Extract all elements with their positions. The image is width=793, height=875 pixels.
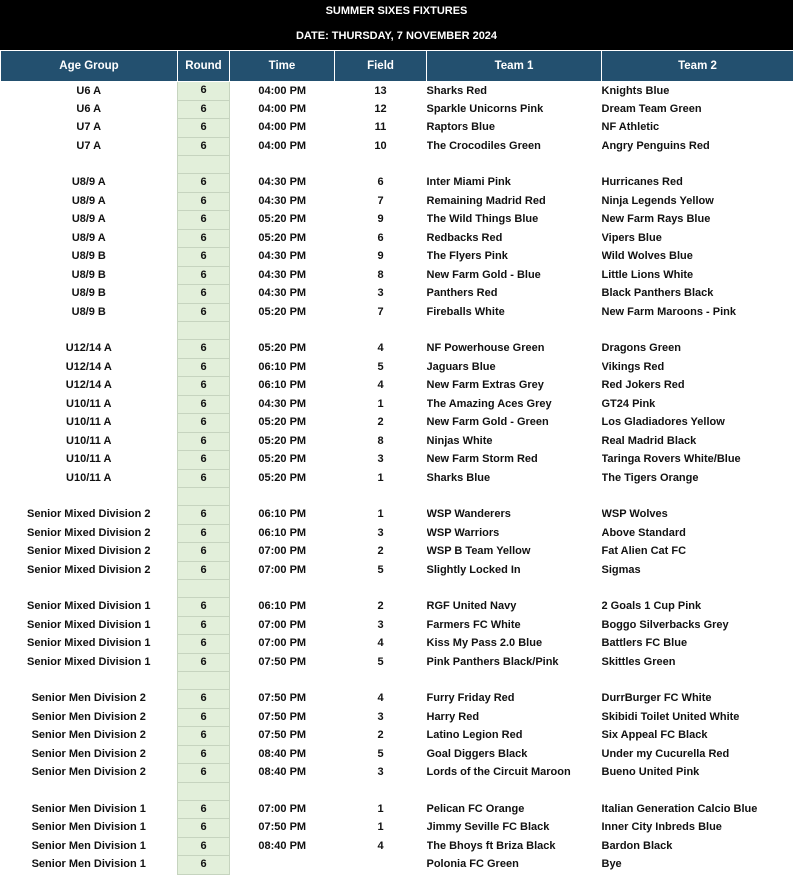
team-2-cell[interactable]: Under my Cucurella Red bbox=[602, 745, 793, 764]
age-group-cell[interactable]: Senior Mixed Division 1 bbox=[1, 653, 178, 672]
age-group-cell[interactable]: Senior Mixed Division 2 bbox=[1, 524, 178, 543]
header-team-1[interactable]: Team 1 bbox=[427, 51, 602, 82]
field-cell[interactable]: 8 bbox=[335, 266, 427, 285]
team-2-cell[interactable]: Ninja Legends Yellow bbox=[602, 192, 793, 211]
field-cell[interactable]: 5 bbox=[335, 745, 427, 764]
time-cell[interactable]: 06:10 PM bbox=[230, 377, 335, 396]
age-group-cell[interactable]: U8/9 A bbox=[1, 174, 178, 193]
age-group-cell[interactable]: U8/9 B bbox=[1, 248, 178, 267]
team-2-cell[interactable]: Los Gladiadores Yellow bbox=[602, 414, 793, 433]
team-2-cell[interactable]: New Farm Maroons - Pink bbox=[602, 303, 793, 322]
round-cell[interactable]: 6 bbox=[178, 800, 230, 819]
age-group-cell[interactable]: Senior Men Division 2 bbox=[1, 745, 178, 764]
round-cell[interactable]: 6 bbox=[178, 174, 230, 193]
time-cell[interactable]: 07:00 PM bbox=[230, 800, 335, 819]
team-1-cell[interactable]: WSP Warriors bbox=[427, 524, 602, 543]
team-1-cell[interactable]: RGF United Navy bbox=[427, 598, 602, 617]
team-1-cell[interactable]: Pelican FC Orange bbox=[427, 800, 602, 819]
team-2-cell[interactable]: NF Athletic bbox=[602, 119, 793, 138]
team-1-cell[interactable]: Slightly Locked In bbox=[427, 561, 602, 580]
time-cell[interactable]: 07:50 PM bbox=[230, 727, 335, 746]
team-2-cell[interactable]: Hurricanes Red bbox=[602, 174, 793, 193]
field-cell[interactable]: 2 bbox=[335, 543, 427, 562]
time-cell[interactable]: 07:50 PM bbox=[230, 819, 335, 838]
field-cell[interactable]: 1 bbox=[335, 506, 427, 525]
team-1-cell[interactable]: Goal Diggers Black bbox=[427, 745, 602, 764]
field-cell[interactable]: 1 bbox=[335, 395, 427, 414]
time-cell[interactable]: 06:10 PM bbox=[230, 598, 335, 617]
team-1-cell[interactable]: Fireballs White bbox=[427, 303, 602, 322]
team-1-cell[interactable]: Kiss My Pass 2.0 Blue bbox=[427, 635, 602, 654]
field-cell[interactable]: 4 bbox=[335, 340, 427, 359]
table-row bbox=[1, 229, 793, 248]
team-1-cell[interactable]: Sharks Blue bbox=[427, 469, 602, 488]
time-cell[interactable]: 07:50 PM bbox=[230, 653, 335, 672]
team-1-cell[interactable]: New Farm Gold - Green bbox=[427, 414, 602, 433]
round-cell[interactable]: 6 bbox=[178, 266, 230, 285]
team-1-cell[interactable]: Furry Friday Red bbox=[427, 690, 602, 709]
table-row bbox=[1, 837, 793, 856]
time-cell[interactable]: 05:20 PM bbox=[230, 303, 335, 322]
team-1-cell[interactable]: The Crocodiles Green bbox=[427, 137, 602, 156]
team-1-cell[interactable]: New Farm Extras Grey bbox=[427, 377, 602, 396]
team-1-cell[interactable]: Raptors Blue bbox=[427, 119, 602, 138]
round-cell[interactable]: 6 bbox=[178, 616, 230, 635]
team-1-cell[interactable]: Harry Red bbox=[427, 708, 602, 727]
round-cell[interactable]: 6 bbox=[178, 524, 230, 543]
round-cell[interactable]: 6 bbox=[178, 837, 230, 856]
round-cell[interactable]: 6 bbox=[178, 506, 230, 525]
table-row bbox=[1, 727, 793, 746]
table-row bbox=[1, 764, 793, 783]
team-2-cell[interactable]: The Tigers Orange bbox=[602, 469, 793, 488]
team-1-cell[interactable]: The Wild Things Blue bbox=[427, 211, 602, 230]
field-cell[interactable]: 7 bbox=[335, 303, 427, 322]
time-cell[interactable]: 05:20 PM bbox=[230, 469, 335, 488]
team-1-cell[interactable]: Latino Legion Red bbox=[427, 727, 602, 746]
team-1-cell[interactable]: Panthers Red bbox=[427, 285, 602, 304]
age-group-cell[interactable]: U12/14 A bbox=[1, 358, 178, 377]
table-row bbox=[1, 635, 793, 654]
team-1-cell[interactable]: Jaguars Blue bbox=[427, 358, 602, 377]
table-row bbox=[1, 524, 793, 543]
team-2-cell[interactable]: Boggo Silverbacks Grey bbox=[602, 616, 793, 635]
header-age-group[interactable]: Age Group bbox=[1, 51, 178, 82]
round-cell[interactable]: 6 bbox=[178, 819, 230, 838]
round-cell[interactable]: 6 bbox=[178, 543, 230, 562]
team-2-cell[interactable]: Little Lions White bbox=[602, 266, 793, 285]
field-cell[interactable]: 9 bbox=[335, 211, 427, 230]
age-group-cell[interactable]: Senior Mixed Division 1 bbox=[1, 635, 178, 654]
field-cell[interactable]: 4 bbox=[335, 690, 427, 709]
age-group-cell[interactable]: U7 A bbox=[1, 137, 178, 156]
time-cell[interactable]: 07:00 PM bbox=[230, 635, 335, 654]
time-cell[interactable]: 07:00 PM bbox=[230, 561, 335, 580]
age-group-cell[interactable]: Senior Mixed Division 2 bbox=[1, 543, 178, 562]
age-group-cell[interactable]: U7 A bbox=[1, 119, 178, 138]
age-group-cell[interactable]: Senior Mixed Division 1 bbox=[1, 598, 178, 617]
team-1-cell[interactable]: The Amazing Aces Grey bbox=[427, 395, 602, 414]
round-cell[interactable]: 6 bbox=[178, 395, 230, 414]
team-2-cell[interactable]: Dream Team Green bbox=[602, 100, 793, 119]
team-1-cell[interactable]: New Farm Storm Red bbox=[427, 451, 602, 470]
time-cell[interactable]: 04:30 PM bbox=[230, 395, 335, 414]
age-group-cell[interactable]: U8/9 A bbox=[1, 211, 178, 230]
team-2-cell[interactable]: Vikings Red bbox=[602, 358, 793, 377]
table-row bbox=[1, 616, 793, 635]
age-group-cell[interactable]: U8/9 B bbox=[1, 266, 178, 285]
age-group-cell[interactable]: Senior Men Division 2 bbox=[1, 708, 178, 727]
team-2-cell[interactable]: Six Appeal FC Black bbox=[602, 727, 793, 746]
table-row bbox=[1, 192, 793, 211]
field-cell[interactable]: 2 bbox=[335, 598, 427, 617]
round-cell[interactable]: 6 bbox=[178, 211, 230, 230]
age-group-cell[interactable]: U12/14 A bbox=[1, 340, 178, 359]
sheet-title: SUMMER SIXES FIXTURES bbox=[0, 0, 793, 22]
field-cell[interactable]: 9 bbox=[335, 248, 427, 267]
team-1-cell[interactable]: Redbacks Red bbox=[427, 229, 602, 248]
spacer-row bbox=[1, 488, 793, 506]
table-row bbox=[1, 745, 793, 764]
age-group-cell[interactable]: Senior Mixed Division 2 bbox=[1, 561, 178, 580]
field-cell[interactable]: 1 bbox=[335, 819, 427, 838]
round-cell[interactable]: 6 bbox=[178, 856, 230, 875]
field-cell[interactable]: 11 bbox=[335, 119, 427, 138]
fixtures-body bbox=[1, 82, 793, 875]
time-cell[interactable]: 07:00 PM bbox=[230, 543, 335, 562]
age-group-cell[interactable]: U6 A bbox=[1, 100, 178, 119]
age-group-cell[interactable]: U8/9 B bbox=[1, 303, 178, 322]
round-cell[interactable]: 6 bbox=[178, 451, 230, 470]
table-row bbox=[1, 82, 793, 101]
table-row bbox=[1, 137, 793, 156]
field-cell[interactable]: 3 bbox=[335, 764, 427, 783]
table-row bbox=[1, 211, 793, 230]
team-2-cell[interactable]: Skittles Green bbox=[602, 653, 793, 672]
time-cell[interactable]: 05:20 PM bbox=[230, 211, 335, 230]
round-cell[interactable]: 6 bbox=[178, 764, 230, 783]
field-cell[interactable]: 8 bbox=[335, 432, 427, 451]
team-1-cell[interactable]: Remaining Madrid Red bbox=[427, 192, 602, 211]
field-cell[interactable]: 4 bbox=[335, 377, 427, 396]
field-cell[interactable]: 3 bbox=[335, 708, 427, 727]
team-2-cell[interactable]: GT24 Pink bbox=[602, 395, 793, 414]
field-cell[interactable]: 5 bbox=[335, 358, 427, 377]
field-cell[interactable]: 5 bbox=[335, 653, 427, 672]
team-2-cell[interactable]: Dragons Green bbox=[602, 340, 793, 359]
header-team-2[interactable]: Team 2 bbox=[602, 51, 793, 82]
table-row bbox=[1, 598, 793, 617]
age-group-cell[interactable]: U10/11 A bbox=[1, 432, 178, 451]
age-group-cell[interactable]: U10/11 A bbox=[1, 414, 178, 433]
table-row bbox=[1, 690, 793, 709]
time-cell[interactable]: 04:30 PM bbox=[230, 266, 335, 285]
round-cell[interactable]: 6 bbox=[178, 285, 230, 304]
header-row bbox=[1, 51, 793, 82]
round-cell[interactable]: 6 bbox=[178, 561, 230, 580]
age-group-cell[interactable]: Senior Men Division 2 bbox=[1, 764, 178, 783]
field-cell[interactable] bbox=[335, 856, 427, 875]
age-group-cell[interactable]: U10/11 A bbox=[1, 451, 178, 470]
time-cell[interactable]: 04:00 PM bbox=[230, 100, 335, 119]
team-2-cell[interactable]: Italian Generation Calcio Blue bbox=[602, 800, 793, 819]
round-cell[interactable]: 6 bbox=[178, 377, 230, 396]
time-cell[interactable]: 05:20 PM bbox=[230, 340, 335, 359]
round-cell[interactable]: 6 bbox=[178, 358, 230, 377]
spacer-row bbox=[1, 782, 793, 800]
age-group-cell[interactable]: Senior Mixed Division 2 bbox=[1, 506, 178, 525]
time-cell[interactable]: 04:00 PM bbox=[230, 82, 335, 101]
table-row bbox=[1, 819, 793, 838]
round-cell[interactable]: 6 bbox=[178, 229, 230, 248]
team-2-cell[interactable]: Bueno United Pink bbox=[602, 764, 793, 783]
round-cell[interactable]: 6 bbox=[178, 192, 230, 211]
time-cell[interactable]: 04:30 PM bbox=[230, 248, 335, 267]
team-1-cell[interactable]: Pink Panthers Black/Pink bbox=[427, 653, 602, 672]
team-2-cell[interactable]: Wild Wolves Blue bbox=[602, 248, 793, 267]
team-2-cell[interactable]: Bardon Black bbox=[602, 837, 793, 856]
time-cell[interactable]: 05:20 PM bbox=[230, 229, 335, 248]
age-group-cell[interactable]: Senior Men Division 1 bbox=[1, 819, 178, 838]
table-row bbox=[1, 800, 793, 819]
time-cell[interactable]: 04:00 PM bbox=[230, 137, 335, 156]
time-cell[interactable]: 07:00 PM bbox=[230, 616, 335, 635]
field-cell[interactable]: 4 bbox=[335, 635, 427, 654]
field-cell[interactable]: 2 bbox=[335, 727, 427, 746]
round-cell[interactable]: 6 bbox=[178, 653, 230, 672]
team-1-cell[interactable]: New Farm Gold - Blue bbox=[427, 266, 602, 285]
field-cell[interactable]: 6 bbox=[335, 174, 427, 193]
team-2-cell[interactable]: Red Jokers Red bbox=[602, 377, 793, 396]
age-group-cell[interactable]: U6 A bbox=[1, 82, 178, 101]
team-1-cell[interactable]: NF Powerhouse Green bbox=[427, 340, 602, 359]
team-2-cell[interactable]: Inner City Inbreds Blue bbox=[602, 819, 793, 838]
team-1-cell[interactable]: Lords of the Circuit Maroon bbox=[427, 764, 602, 783]
time-cell[interactable]: 04:30 PM bbox=[230, 174, 335, 193]
table-row bbox=[1, 469, 793, 488]
time-cell[interactable]: 08:40 PM bbox=[230, 745, 335, 764]
time-cell[interactable]: 05:20 PM bbox=[230, 414, 335, 433]
team-1-cell[interactable]: The Flyers Pink bbox=[427, 248, 602, 267]
round-cell[interactable]: 6 bbox=[178, 727, 230, 746]
team-2-cell[interactable]: Above Standard bbox=[602, 524, 793, 543]
round-cell[interactable]: 6 bbox=[178, 100, 230, 119]
time-cell[interactable]: 08:40 PM bbox=[230, 764, 335, 783]
age-group-cell[interactable]: U8/9 A bbox=[1, 229, 178, 248]
time-cell[interactable]: 08:40 PM bbox=[230, 837, 335, 856]
spacer-row bbox=[1, 322, 793, 340]
team-1-cell[interactable]: Jimmy Seville FC Black bbox=[427, 819, 602, 838]
round-cell[interactable]: 6 bbox=[178, 303, 230, 322]
team-1-cell[interactable]: Farmers FC White bbox=[427, 616, 602, 635]
field-cell[interactable]: 3 bbox=[335, 451, 427, 470]
table-row bbox=[1, 100, 793, 119]
age-group-cell[interactable]: Senior Men Division 1 bbox=[1, 800, 178, 819]
time-cell[interactable]: 06:10 PM bbox=[230, 506, 335, 525]
table-row bbox=[1, 414, 793, 433]
round-cell[interactable]: 6 bbox=[178, 745, 230, 764]
team-2-cell[interactable]: Bye bbox=[602, 856, 793, 875]
table-row bbox=[1, 174, 793, 193]
field-cell[interactable]: 4 bbox=[335, 837, 427, 856]
field-cell[interactable]: 1 bbox=[335, 800, 427, 819]
team-2-cell[interactable]: Sigmas bbox=[602, 561, 793, 580]
time-cell[interactable]: 07:50 PM bbox=[230, 690, 335, 709]
spacer-row bbox=[1, 672, 793, 690]
table-row bbox=[1, 451, 793, 470]
fixtures-table bbox=[0, 50, 793, 875]
round-cell[interactable]: 6 bbox=[178, 248, 230, 267]
round-cell[interactable]: 6 bbox=[178, 340, 230, 359]
team-2-cell[interactable]: New Farm Rays Blue bbox=[602, 211, 793, 230]
team-1-cell[interactable]: Inter Miami Pink bbox=[427, 174, 602, 193]
table-row bbox=[1, 340, 793, 359]
round-cell[interactable]: 6 bbox=[178, 137, 230, 156]
team-1-cell[interactable]: Sharks Red bbox=[427, 82, 602, 101]
team-2-cell[interactable]: Real Madrid Black bbox=[602, 432, 793, 451]
field-cell[interactable]: 1 bbox=[335, 469, 427, 488]
team-1-cell[interactable]: The Bhoys ft Briza Black bbox=[427, 837, 602, 856]
team-2-cell[interactable]: Black Panthers Black bbox=[602, 285, 793, 304]
team-1-cell[interactable]: WSP B Team Yellow bbox=[427, 543, 602, 562]
table-row bbox=[1, 708, 793, 727]
spacer-row bbox=[1, 580, 793, 598]
team-1-cell[interactable]: WSP Wanderers bbox=[427, 506, 602, 525]
age-group-cell[interactable]: U10/11 A bbox=[1, 395, 178, 414]
field-cell[interactable]: 10 bbox=[335, 137, 427, 156]
table-row bbox=[1, 543, 793, 562]
fixtures-banner bbox=[0, 0, 793, 50]
field-cell[interactable]: 12 bbox=[335, 100, 427, 119]
round-cell[interactable]: 6 bbox=[178, 598, 230, 617]
time-cell[interactable]: 06:10 PM bbox=[230, 358, 335, 377]
age-group-cell[interactable]: Senior Mixed Division 1 bbox=[1, 616, 178, 635]
table-row bbox=[1, 303, 793, 322]
table-row bbox=[1, 856, 793, 875]
spacer-row bbox=[1, 156, 793, 174]
table-row bbox=[1, 119, 793, 138]
table-row bbox=[1, 285, 793, 304]
field-cell[interactable]: 5 bbox=[335, 561, 427, 580]
round-cell[interactable]: 6 bbox=[178, 414, 230, 433]
age-group-cell[interactable]: U8/9 B bbox=[1, 285, 178, 304]
round-cell[interactable]: 6 bbox=[178, 690, 230, 709]
age-group-cell[interactable]: Senior Men Division 2 bbox=[1, 690, 178, 709]
table-row bbox=[1, 266, 793, 285]
time-cell[interactable]: 06:10 PM bbox=[230, 524, 335, 543]
team-2-cell[interactable]: DurrBurger FC White bbox=[602, 690, 793, 709]
time-cell[interactable]: 04:30 PM bbox=[230, 192, 335, 211]
field-cell[interactable]: 3 bbox=[335, 616, 427, 635]
time-cell[interactable]: 05:20 PM bbox=[230, 451, 335, 470]
team-2-cell[interactable]: WSP Wolves bbox=[602, 506, 793, 525]
round-cell[interactable]: 6 bbox=[178, 635, 230, 654]
age-group-cell[interactable]: U12/14 A bbox=[1, 377, 178, 396]
team-2-cell[interactable]: Taringa Rovers White/Blue bbox=[602, 451, 793, 470]
round-cell[interactable]: 6 bbox=[178, 119, 230, 138]
field-cell[interactable]: 3 bbox=[335, 285, 427, 304]
time-cell[interactable]: 04:30 PM bbox=[230, 285, 335, 304]
time-cell[interactable]: 07:50 PM bbox=[230, 708, 335, 727]
table-row bbox=[1, 506, 793, 525]
header-time[interactable]: Time bbox=[230, 51, 335, 82]
age-group-cell[interactable]: U8/9 A bbox=[1, 192, 178, 211]
field-cell[interactable]: 13 bbox=[335, 82, 427, 101]
team-2-cell[interactable]: Battlers FC Blue bbox=[602, 635, 793, 654]
age-group-cell[interactable]: Senior Men Division 1 bbox=[1, 837, 178, 856]
field-cell[interactable]: 7 bbox=[335, 192, 427, 211]
team-2-cell[interactable]: Knights Blue bbox=[602, 82, 793, 101]
sheet-date: DATE: THURSDAY, 7 NOVEMBER 2024 bbox=[0, 22, 793, 50]
team-1-cell[interactable]: Polonia FC Green bbox=[427, 856, 602, 875]
table-row bbox=[1, 358, 793, 377]
team-2-cell[interactable]: Fat Alien Cat FC bbox=[602, 543, 793, 562]
table-row bbox=[1, 561, 793, 580]
table-row bbox=[1, 377, 793, 396]
round-cell[interactable]: 6 bbox=[178, 469, 230, 488]
team-2-cell[interactable]: 2 Goals 1 Cup Pink bbox=[602, 598, 793, 617]
table-row bbox=[1, 395, 793, 414]
table-row bbox=[1, 248, 793, 267]
age-group-cell[interactable]: Senior Men Division 2 bbox=[1, 727, 178, 746]
header-field[interactable]: Field bbox=[335, 51, 427, 82]
table-row bbox=[1, 653, 793, 672]
time-cell[interactable]: 05:20 PM bbox=[230, 432, 335, 451]
header-round[interactable]: Round bbox=[178, 51, 230, 82]
field-cell[interactable]: 6 bbox=[335, 229, 427, 248]
age-group-cell[interactable]: Senior Men Division 1 bbox=[1, 856, 178, 875]
team-2-cell[interactable]: Angry Penguins Red bbox=[602, 137, 793, 156]
table-row bbox=[1, 432, 793, 451]
time-cell[interactable]: 04:00 PM bbox=[230, 119, 335, 138]
time-cell[interactable] bbox=[230, 856, 335, 875]
team-2-cell[interactable]: Vipers Blue bbox=[602, 229, 793, 248]
round-cell[interactable]: 6 bbox=[178, 432, 230, 451]
field-cell[interactable]: 2 bbox=[335, 414, 427, 433]
team-1-cell[interactable]: Ninjas White bbox=[427, 432, 602, 451]
age-group-cell[interactable]: U10/11 A bbox=[1, 469, 178, 488]
field-cell[interactable]: 3 bbox=[335, 524, 427, 543]
round-cell[interactable]: 6 bbox=[178, 708, 230, 727]
team-2-cell[interactable]: Skibidi Toilet United White bbox=[602, 708, 793, 727]
team-1-cell[interactable]: Sparkle Unicorns Pink bbox=[427, 100, 602, 119]
round-cell[interactable]: 6 bbox=[178, 82, 230, 101]
